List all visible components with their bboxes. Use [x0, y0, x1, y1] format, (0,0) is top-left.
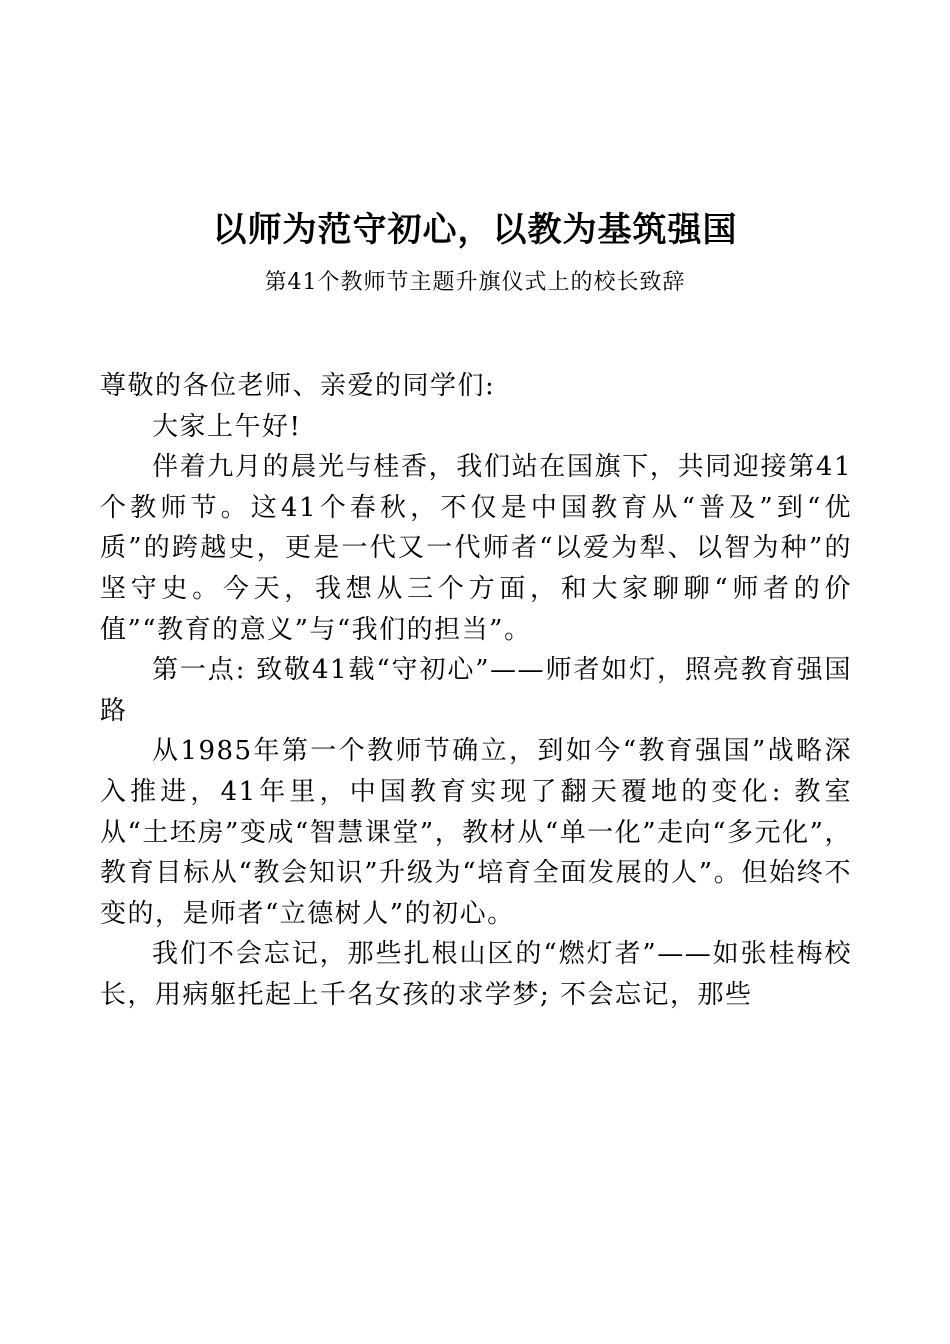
body-paragraph-1: 伴着九月的晨光与桂香，我们站在国旗下，共同迎接第41个教师节。这41个春秋，不仅是中国教育从“普及”到“优质”的跨越史，更是一代又一代师者“以爱为犁、以智为种”的坚守史。今天，我想从三个方面，和大家聊聊“师者的价值”“教育的意义”与“我们的担当”。: [100, 452, 852, 645]
document-subtitle: 第41个教师节主题升旗仪式上的校长致辞: [264, 270, 686, 295]
document-title: 以师为范守初心，以教为基筑强国: [212, 210, 738, 250]
section-heading-1: 第一点: 致敬41载“守初心”——师者如灯，照亮教育强国路: [100, 655, 852, 726]
greeting: 大家上午好!: [152, 411, 302, 442]
body-paragraph-3: 我们不会忘记，那些扎根山区的“燃灯者”——如张桂梅校长，用病躯托起上千名女孩的求学梦; 不会忘记，那些: [100, 939, 852, 1010]
body-paragraph-2: 从1985年第一个教师节确立，到如今“教育强国”战略深入推进，41年里，中国教育实现了翻天覆地的变化: 教室从“土坯房”变成“智慧课堂”，教材从“单一化”走向“多元化”，教育目标从“教会知识”升级为“培育全面发展的人”。但始终不变的，是师者“立德树人”的初心。: [100, 736, 852, 929]
salutation: 尊敬的各位老师、亲爱的同学们:: [100, 371, 496, 401]
document-body: [100, 366, 852, 1016]
